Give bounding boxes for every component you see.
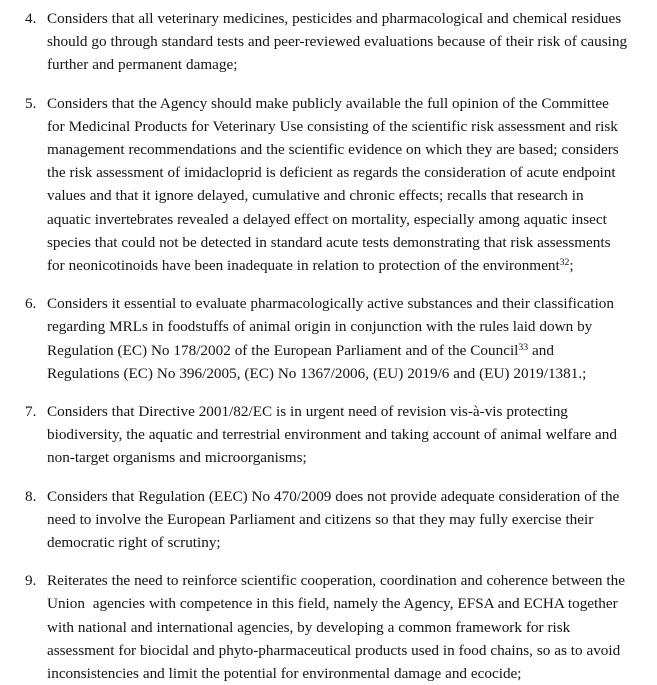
- footnote-marker-33: 33: [518, 341, 529, 353]
- clause-number-6: 6.: [25, 295, 37, 313]
- clause-text-5-tail: ;: [569, 257, 574, 275]
- clause-text-9-main: Reiterates the need to reinforce scientific cooperation, coordination and coherence between the Union agencies with competence in this field, namely the Agency, EFSA and ECHA together with national and international agencies, by developing a common framework for risk assessment for biocidal and phyto-pharmaceutical products used in food chains, so as to avoid inconsistencies and limit the potential for environmental damage and ecocide;: [47, 572, 629, 683]
- clause-number-7: 7.: [25, 403, 37, 421]
- clause-number-5: 5.: [25, 94, 37, 112]
- clause-item-6: [25, 292, 629, 385]
- clause-text-4-main: Considers that all veterinary medicines, pesticides and pharmacological and chemical residues should go through standard tests and peer-reviewed evaluations because of their risk of causing further and permanent damage;: [47, 10, 631, 74]
- footnote-marker-32: 32: [559, 256, 570, 268]
- clause-number-9: 9.: [25, 572, 37, 590]
- clause-text-4: [47, 7, 629, 77]
- clause-text-6: [47, 292, 629, 385]
- clause-item-4: [25, 7, 629, 77]
- numbered-clause-list: [25, 7, 629, 685]
- clause-text-8: [47, 485, 629, 555]
- clause-text-5-main: Considers that the Agency should make publicly available the full opinion of the Committee for Medicinal Products for Veterinary Use consisting of the scientific risk assessment and risk management recommendations and the scientific evidence on which they are based; considers the risk assessment of imidacloprid is deficient as regards the consideration of acute endpoint values and that it ignore delayed, cumulative and chronic effects; recalls that research in aquatic invertebrates revealed a delayed effect on mortality, especially among aquatic insect species that could not be detected in standard acute tests demonstrating that risk assessments for neonicotinoids have been inadequate in relation to protection of the environment: [47, 94, 623, 275]
- clause-text-8-main: Considers that Regulation (EEC) No 470/2009 does not provide adequate consideration of the need to involve the European Parliament and citizens so that they may fully exercise their democratic right of scrutiny;: [47, 487, 624, 552]
- clause-item-7: [25, 400, 629, 470]
- clause-text-6-main: Considers it essential to evaluate pharmacologically active substances and their classification regarding MRLs in foodstuffs of animal origin in conjunction with the rules laid down by Regulation (EC) No 178/2002 of the European Parliament and of the Council: [47, 295, 618, 359]
- clause-text-9: [47, 569, 629, 685]
- clause-text-7: [47, 400, 629, 470]
- clause-item-8: [25, 485, 629, 555]
- clause-item-5: [25, 92, 629, 278]
- clause-text-7-main: Considers that Directive 2001/82/EC is in urgent need of revision vis-à-vis protecting biodiversity, the aquatic and terrestrial environment and taking account of animal welfare and non-target organisms and microorganisms;: [47, 403, 621, 467]
- clause-number-8: 8.: [25, 487, 37, 505]
- clause-number-4: 4.: [25, 10, 37, 27]
- clause-text-5: [47, 92, 629, 278]
- clause-item-9: [25, 569, 629, 685]
- clause-text-6-tail: and Regulations (EC) No 396/2005, (EC) No 1367/2006, (EU) 2019/6 and (EU) 2019/1381.;: [47, 341, 587, 382]
